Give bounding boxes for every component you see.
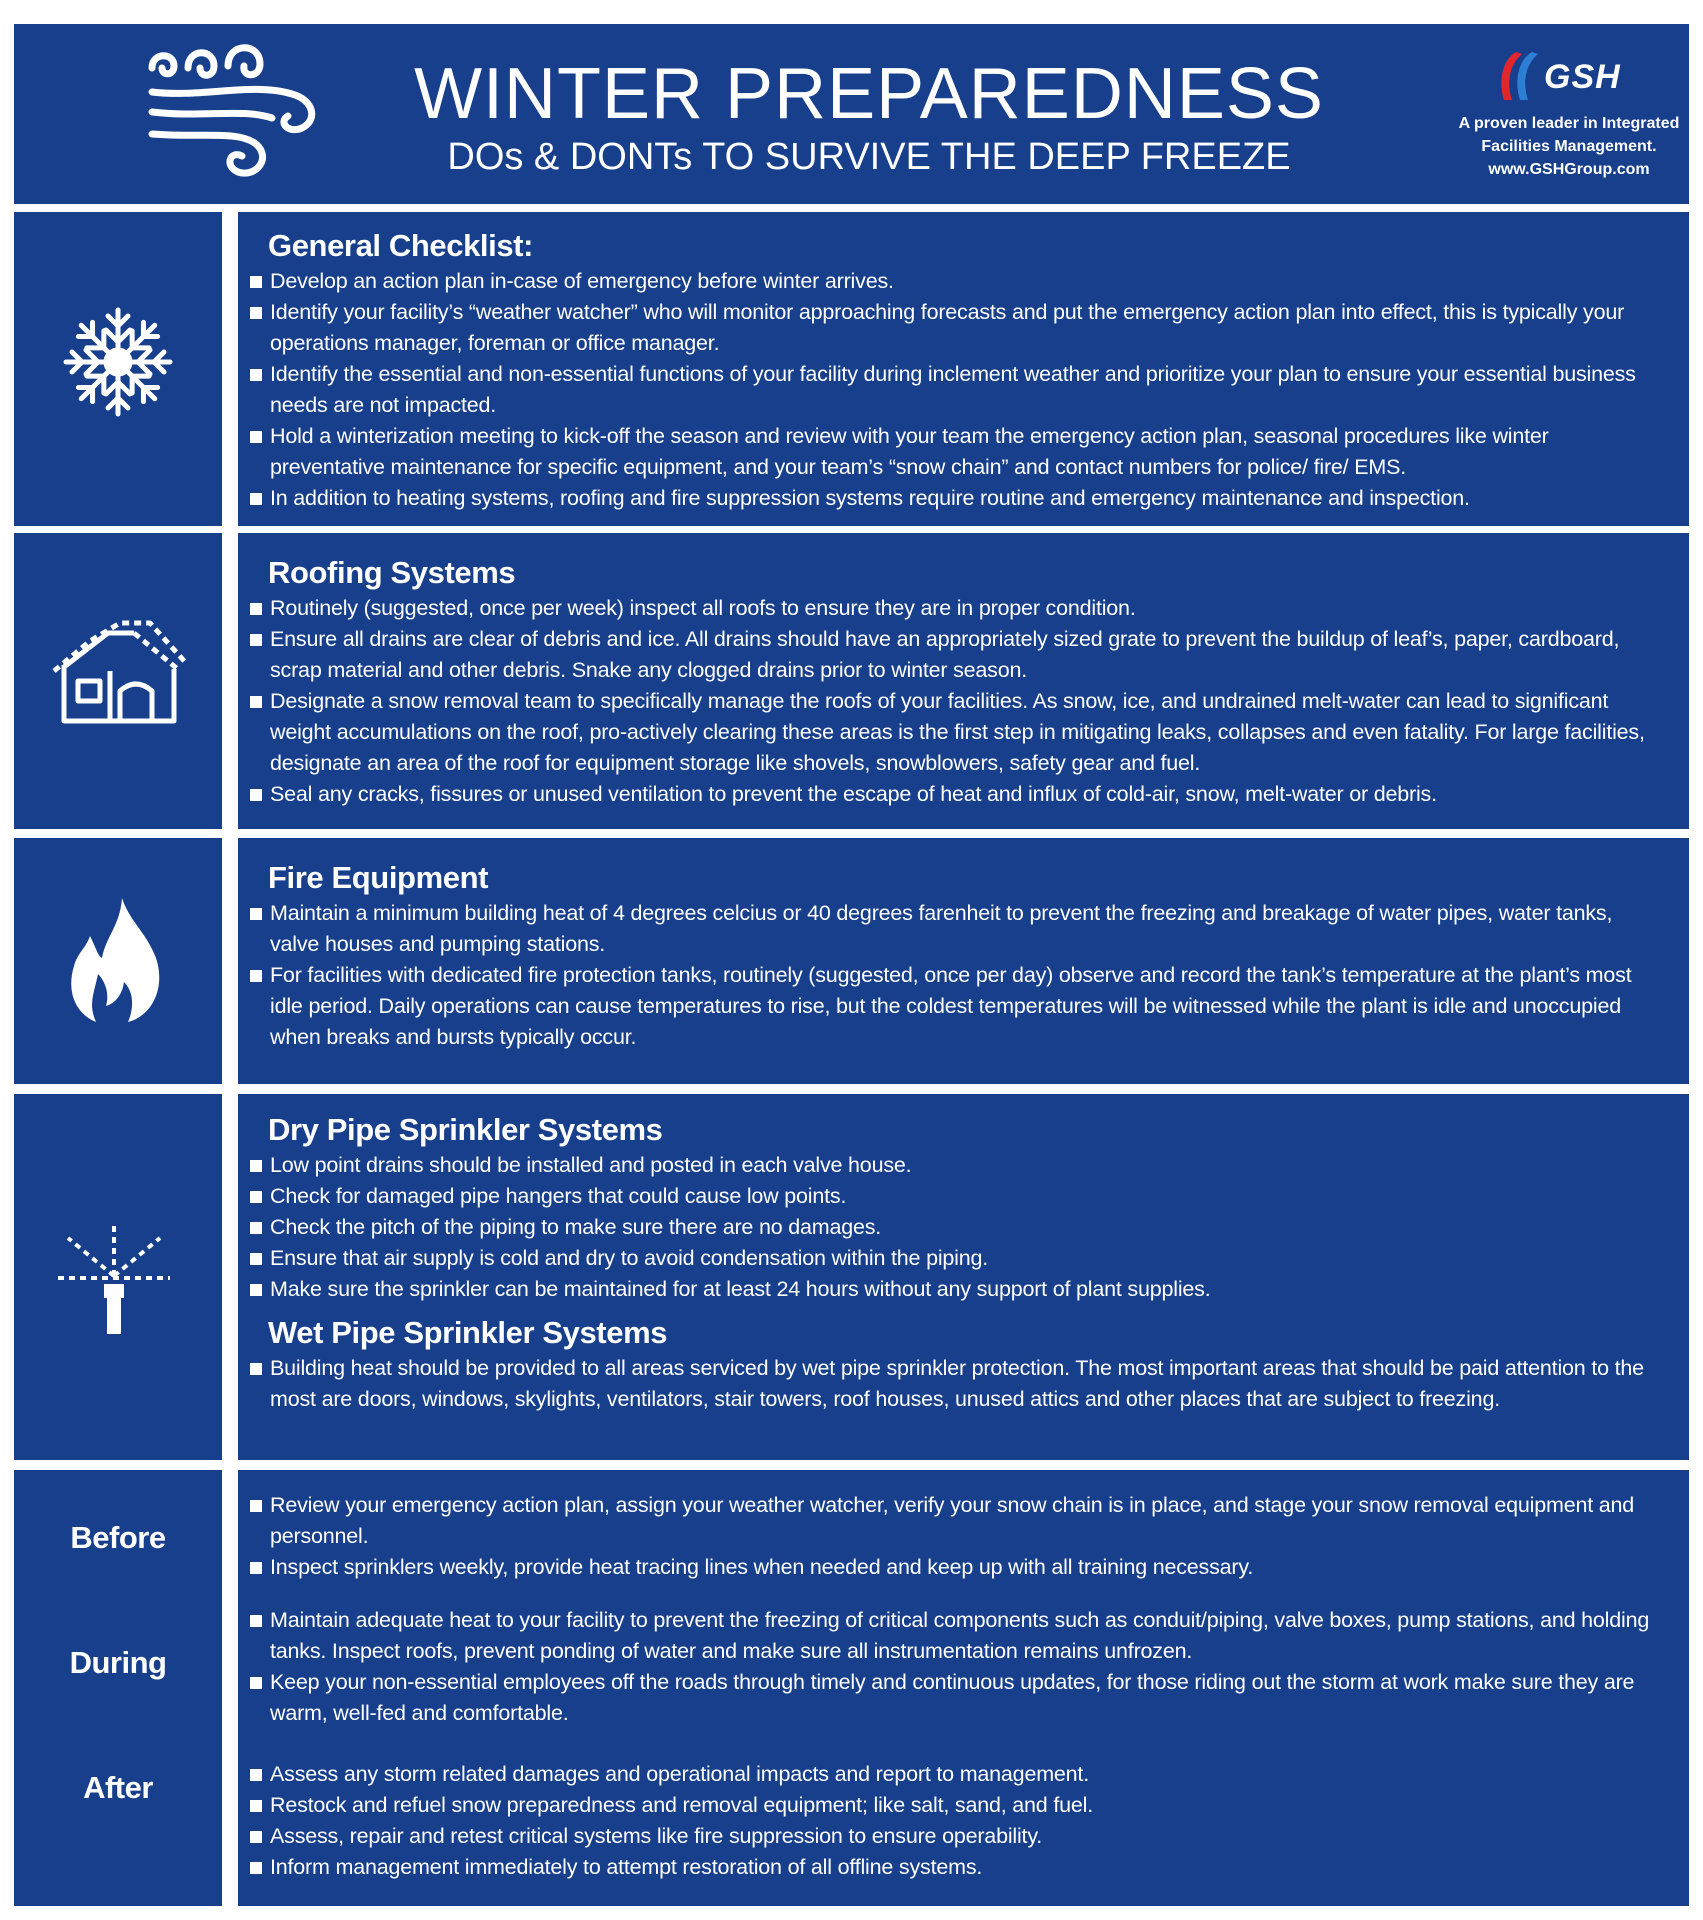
- during-list: [248, 1605, 1661, 1729]
- list-item: Restock and refuel snow preparedness and removal equipment; like salt, sand, and fuel.: [248, 1790, 1661, 1821]
- dry-pipe-list: [248, 1150, 1661, 1305]
- section-title: Dry Pipe Sprinkler Systems: [268, 1112, 663, 1147]
- list-item: Identify the essential and non-essential functions of your facility during inclement weather and prioritize your plan to ensure your essential business needs are not impacted.: [248, 359, 1661, 421]
- general-icon-cell: [14, 212, 222, 526]
- wet-pipe-list: [248, 1353, 1661, 1415]
- list-item: Low point drains should be installed and posted in each valve house.: [248, 1150, 1661, 1181]
- header-banner: [14, 24, 1689, 204]
- phase-label-cell: [14, 1470, 222, 1906]
- roofing-list: [248, 593, 1661, 810]
- section-title: Wet Pipe Sprinkler Systems: [268, 1315, 668, 1350]
- list-item: Routinely (suggested, once per week) inspect all roofs to ensure they are in proper condition.: [248, 593, 1661, 624]
- wind-icon: [142, 38, 322, 188]
- snowflake-icon: [60, 304, 176, 420]
- list-item: Assess any storm related damages and operational impacts and report to management.: [248, 1759, 1661, 1790]
- list-item: Check for damaged pipe hangers that could cause low points.: [248, 1181, 1661, 1212]
- section-title: Fire Equipment: [268, 860, 489, 895]
- list-item: Seal any cracks, fissures or unused ventilation to prevent the escape of heat and influx of cold-air, snow, melt-water or debris.: [248, 779, 1661, 810]
- roofing-systems-section: [238, 533, 1689, 829]
- sprinkler-icon-cell: [14, 1094, 222, 1460]
- tagline-line: Facilities Management.: [1481, 138, 1657, 155]
- list-item: Designate a snow removal team to specifically manage the roofs of your facilities. As snow, ice, and undrained melt-water can lead to significant weight accumulations on the roof, pro-actively clearing these areas is the first step in mitigating leaks, collapses and even fatality. For large facilities, designate an area of the roof for equipment storage like shovels, snowblowers, safety gear and fuel.: [248, 686, 1661, 779]
- sprinkler-icon: [54, 1222, 174, 1346]
- before-list: [248, 1490, 1661, 1583]
- general-checklist-section: [238, 212, 1689, 526]
- fire-equipment-list: [248, 898, 1661, 1053]
- before-label: Before: [70, 1520, 166, 1555]
- list-item: Identify your facility’s “weather watcher” who will monitor approaching forecasts and put the emergency action plan into effect, this is typically your operations manager, foreman or office manager.: [248, 297, 1661, 359]
- list-item: Ensure that air supply is cold and dry to avoid condensation within the piping.: [248, 1243, 1661, 1274]
- fire-equipment-section: [238, 838, 1689, 1084]
- list-item: Building heat should be provided to all areas serviced by wet pipe sprinkler protection. The most important areas that should be paid attention to the most are doors, windows, skylights, ventilators, stair towers, roof houses, unused attics and other places that are subject to freezing.: [248, 1353, 1661, 1415]
- list-item: Maintain a minimum building heat of 4 degrees celcius or 40 degrees farenheit to prevent the freezing and breakage of water pipes, water tanks, valve houses and pumping stations.: [248, 898, 1661, 960]
- list-item: Hold a winterization meeting to kick-off the season and review with your team the emergency action plan, seasonal procedures like winter preventative maintenance for specific equipment, and your team’s “snow chain” and contact numbers for police/ fire/ EMS.: [248, 421, 1661, 483]
- list-item: Keep your non-essential employees off the roads through timely and continuous updates, for those riding out the storm at work make sure they are warm, well-fed and comfortable.: [248, 1667, 1661, 1729]
- flame-icon: [68, 896, 164, 1024]
- list-item: Maintain adequate heat to your facility to prevent the freezing of critical components such as conduit/piping, valve boxes, pump stations, and holding tanks. Inspect roofs, prevent ponding of water and make sure all instrumentation remains unfrozen.: [248, 1605, 1661, 1667]
- house-icon: [50, 619, 190, 729]
- general-checklist-list: [248, 266, 1661, 514]
- list-item: Assess, repair and retest critical systems like fire suppression to ensure operability.: [248, 1821, 1661, 1852]
- tagline-url[interactable]: www.GSHGroup.com: [1488, 161, 1650, 178]
- page-subtitle: DOs & DONTs TO SURVIVE THE DEEP FREEZE: [447, 136, 1291, 178]
- list-item: For facilities with dedicated fire protection tanks, routinely (suggested, once per day) observe and record the tank’s temperature at the plant’s most idle period. Daily operations can cause temperatures to rise, but the coldest temperatures will be witnessed while the plant is idle and unoccupied when breaks and bursts typically occur.: [248, 960, 1661, 1053]
- list-item: Inspect sprinklers weekly, provide heat tracing lines when needed and keep up with all training necessary.: [248, 1552, 1661, 1583]
- sprinkler-systems-section: [238, 1094, 1689, 1460]
- list-item: Develop an action plan in-case of emergency before winter arrives.: [248, 266, 1661, 297]
- list-item: Ensure all drains are clear of debris and ice. All drains should have an appropriately sized grate to prevent the buildup of leaf’s, paper, cardboard, scrap material and other debris. Snake any clogged drains prior to winter season.: [248, 624, 1661, 686]
- list-item: Make sure the sprinkler can be maintained for at least 24 hours without any support of plant supplies.: [248, 1274, 1661, 1305]
- gsh-logo-mark: [1494, 46, 1544, 106]
- section-title: General Checklist:: [268, 228, 534, 263]
- list-item: Review your emergency action plan, assign your weather watcher, verify your snow chain is in place, and stage your snow removal equipment and personnel.: [248, 1490, 1661, 1552]
- after-list: [248, 1759, 1661, 1883]
- list-item: In addition to heating systems, roofing and fire suppression systems require routine and emergency maintenance and inspection.: [248, 483, 1661, 514]
- during-label: During: [69, 1645, 167, 1680]
- company-tagline: [1424, 112, 1703, 181]
- list-item: Inform management immediately to attempt restoration of all offline systems.: [248, 1852, 1661, 1883]
- gsh-logo-text: GSH: [1544, 58, 1621, 96]
- gsh-logo: [1494, 46, 1644, 106]
- list-item: Check the pitch of the piping to make sure there are no damages.: [248, 1212, 1661, 1243]
- tagline-line: A proven leader in Integrated: [1458, 115, 1680, 132]
- after-label: After: [83, 1770, 153, 1805]
- roofing-icon-cell: [14, 533, 222, 829]
- fire-icon-cell: [14, 838, 222, 1084]
- before-during-after-section: [238, 1470, 1689, 1906]
- section-title: Roofing Systems: [268, 555, 516, 590]
- page-title: WINTER PREPAREDNESS: [414, 54, 1324, 134]
